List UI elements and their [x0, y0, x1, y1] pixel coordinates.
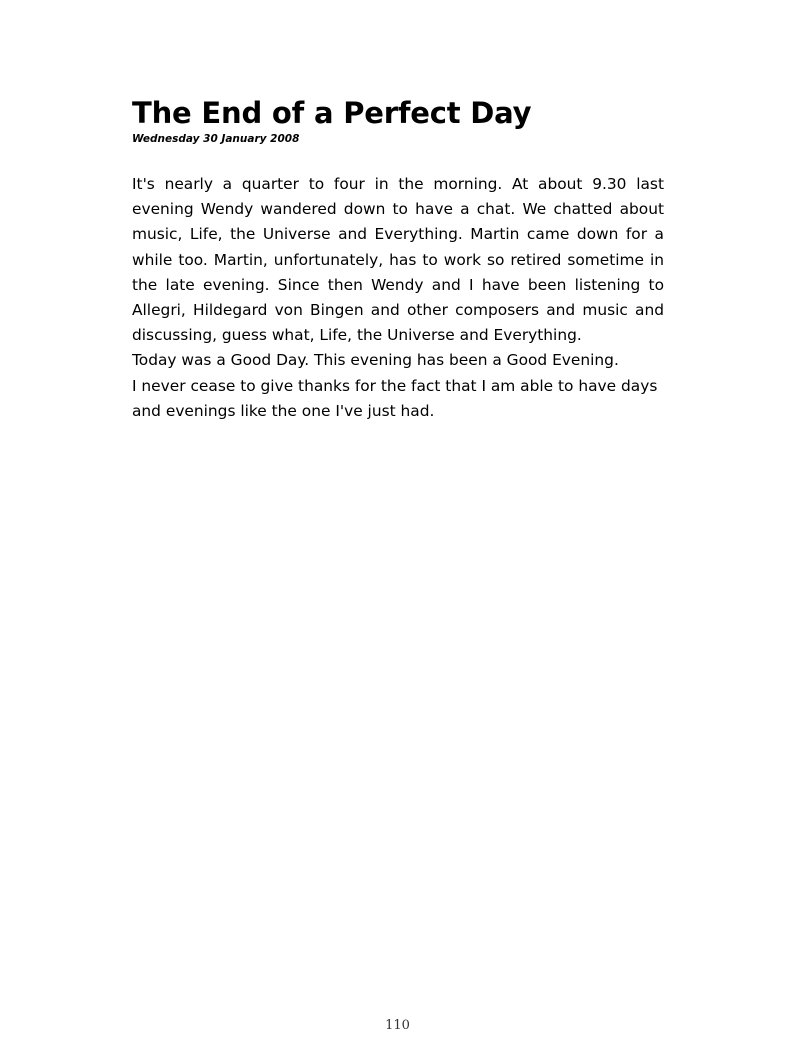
page-number: 110 [385, 1018, 410, 1033]
entry-date: Wednesday 30 January 2008 [132, 133, 300, 145]
page-title: The End of a Perfect Day [132, 96, 532, 130]
paragraph-3: I never cease to give thanks for the fact that I am able to have days and evenings like the one I've just had. [132, 376, 658, 420]
paragraph-1: It's nearly a quarter to four in the morning. At about 9.30 last evening Wendy wandered down to have a chat. We chatted about music, Life, the Universe and Everything. Martin came down for a while too. Martin, unfortunately, has to work so retired sometime in the late evening. Since then Wendy and I have been listening to Allegri, Hildegard von Bingen and other composers and music and discussing, guess what, Life, the Universe and Everything. [132, 175, 664, 345]
body-text [132, 172, 664, 424]
paragraph-2: Today was a Good Day. This evening has been a Good Evening. [132, 351, 619, 370]
document-content [132, 96, 664, 424]
